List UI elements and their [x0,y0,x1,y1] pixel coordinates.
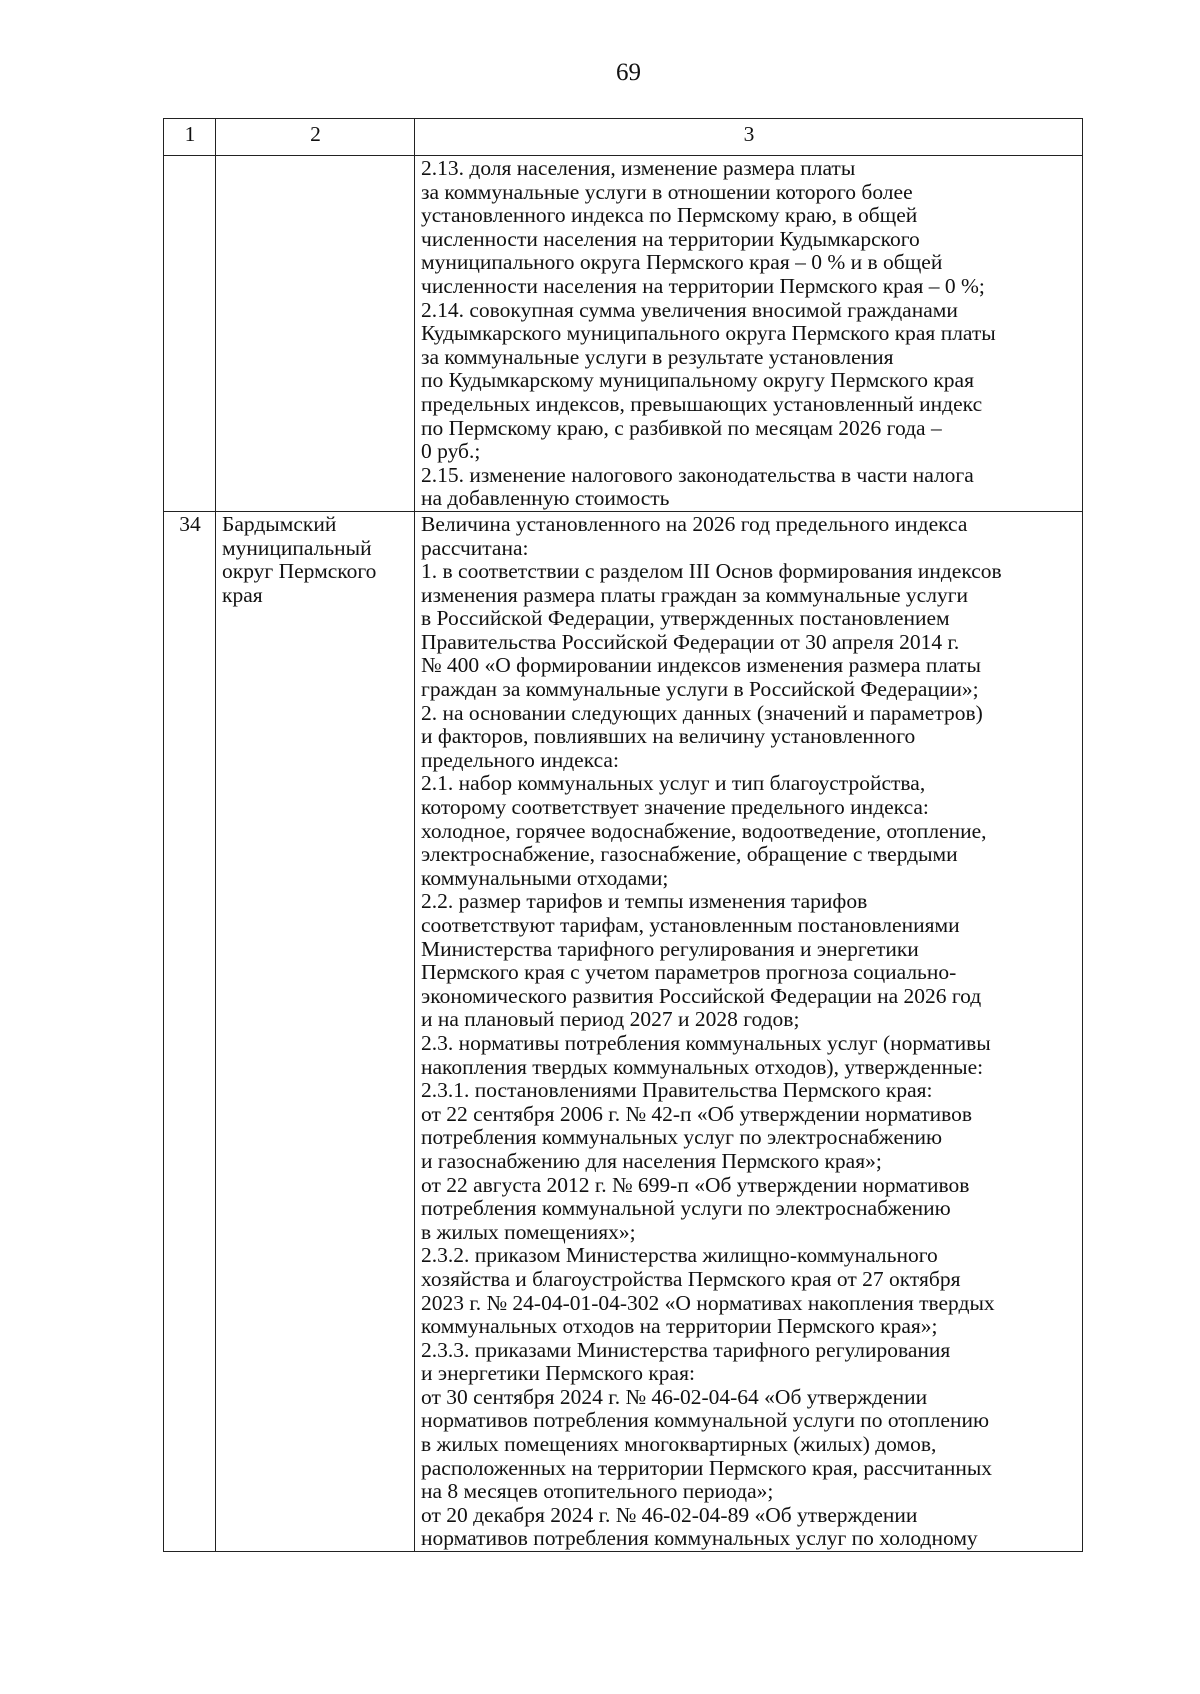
text-line: которому соответствует значение предельного индекса: [421,795,929,820]
text-line: коммунальных отходов на территории Пермского края»; [421,1314,938,1339]
column-header-2: 2 [216,119,415,156]
text-line: за коммунальные услуги в результате установления [421,344,894,369]
column-header-3: 3 [415,119,1083,156]
text-line: численности населения на территории Пермского края – 0 %; [421,273,985,298]
text-line: от 20 декабря 2024 г. № 46-02-04-89 «Об утверждении [421,1502,918,1527]
text-line: 2.1. набор коммунальных услуг и тип благоустройства, [421,771,926,796]
text-line: холодное, горячее водоснабжение, водоотведение, отопление, [421,818,987,843]
text-line: на 8 месяцев отопительного периода»; [421,1479,774,1504]
text-line: и газоснабжению для населения Пермского края»; [421,1148,882,1173]
text-line: 2.13. доля населения, изменение размера платы [421,156,856,180]
text-line: по Пермскому краю, с разбивкой по месяцам 2026 года – [421,415,942,440]
text-line: граждан за коммунальные услуги в Российской Федерации»; [421,677,979,702]
row-number-cell [164,156,216,512]
text-line: 1. в соответствии с разделом III Основ формирования индексов [421,559,1002,584]
text-line: расположенных на территории Пермского края, рассчитанных [421,1455,993,1480]
text-line: и на плановый период 2027 и 2028 годов; [421,1007,800,1032]
text-line: в жилых помещениях многоквартирных (жилых) домов, [421,1432,937,1457]
description-cell [415,156,1083,512]
text-line: 2.14. совокупная сумма увеличения вносимой гражданами [421,297,958,322]
text-line: от 30 сентября 2024 г. № 46-02-04-64 «Об утверждении [421,1384,928,1409]
text-line: экономического развития Российской Федерации на 2026 год [421,983,982,1008]
text-line: Кудымкарского муниципального округа Пермского края платы [421,321,996,346]
table-header-row [164,119,1083,156]
table-row [164,156,1083,512]
row-number-cell: 34 [164,511,216,1551]
text-line: на добавленную стоимость [421,486,670,511]
text-line: Величина установленного на 2026 год предельного индекса [421,511,968,536]
text-line: коммунальными отходами; [421,865,669,890]
text-line: 2.2. размер тарифов и темпы изменения тарифов [421,889,868,914]
page-number: 69 [616,59,641,86]
text-line: численности населения на территории Кудымкарского [421,226,920,251]
territory-line: муниципальный [222,535,372,560]
text-line: 2.3. нормативы потребления коммунальных услуг (нормативы [421,1030,991,1055]
text-line: в жилых помещениях»; [421,1219,636,1244]
text-line: электроснабжение, газоснабжение, обращение с твердыми [421,842,958,867]
text-line: нормативов потребления коммунальной услуги по отоплению [421,1408,990,1433]
text-line: хозяйства и благоустройства Пермского края от 27 октября [421,1266,961,1291]
text-line: 2.3.3. приказами Министерства тарифного регулирования [421,1337,951,1362]
text-line: предельного индекса: [421,747,619,772]
text-line: Министерства тарифного регулирования и энергетики [421,936,919,961]
text-line: установленного индекса по Пермскому краю, в общей [421,203,918,228]
territory-line: края [222,582,263,607]
text-line: от 22 августа 2012 г. № 699-п «Об утверждении нормативов [421,1172,970,1197]
text-line: по Кудымкарскому муниципальному округу Пермского края [421,368,974,393]
description-cell [415,511,1083,1551]
table-row [164,511,1083,1551]
text-line: 2.3.2. приказом Министерства жилищно-коммунального [421,1243,938,1268]
text-line: соответствуют тарифам, установленным постановлениями [421,913,960,937]
text-line: за коммунальные услуги в отношении которого более [421,179,913,204]
text-line: Правительства Российской Федерации от 30 апреля 2014 г. [421,629,960,654]
text-line: в Российской Федерации, утвержденных постановлением [421,606,950,631]
text-line: рассчитана: [421,535,529,560]
text-line: изменения размера платы граждан за коммунальные услуги [421,582,969,607]
column-header-1: 1 [164,119,216,156]
document-table [163,118,1083,1552]
territory-cell [216,511,415,1551]
text-line: и факторов, повлиявших на величину установленного [421,724,916,749]
text-line: потребления коммунальных услуг по электроснабжению [421,1125,943,1150]
territory-line: округ Пермского [222,559,377,584]
text-line: потребления коммунальной услуги по электроснабжению [421,1196,951,1221]
text-line: 2. на основании следующих данных (значений и параметров) [421,700,983,725]
text-line: 2023 г. № 24-04-01-04-302 «О нормативах накопления твердых [421,1290,995,1315]
text-line: от 22 сентября 2006 г. № 42-п «Об утверждении нормативов [421,1101,973,1126]
text-line: нормативов потребления коммунальных услуг по холодному [421,1526,978,1551]
text-line: 0 руб.; [421,439,481,464]
territory-line: Бардымский [222,511,337,536]
text-line: 2.3.1. постановлениями Правительства Пермского края: [421,1078,933,1103]
text-line: № 400 «О формировании индексов изменения размера платы [421,653,981,678]
territory-cell [216,156,415,512]
text-line: и энергетики Пермского края: [421,1361,695,1386]
text-line: накопления твердых коммунальных отходов), утвержденные: [421,1054,984,1079]
text-line: Пермского края с учетом параметров прогноза социально- [421,960,957,985]
text-line: предельных индексов, превышающих установленный индекс [421,391,983,416]
text-line: муниципального округа Пермского края – 0 % и в общей [421,250,943,275]
text-line: 2.15. изменение налогового законодательства в части налога [421,462,974,487]
